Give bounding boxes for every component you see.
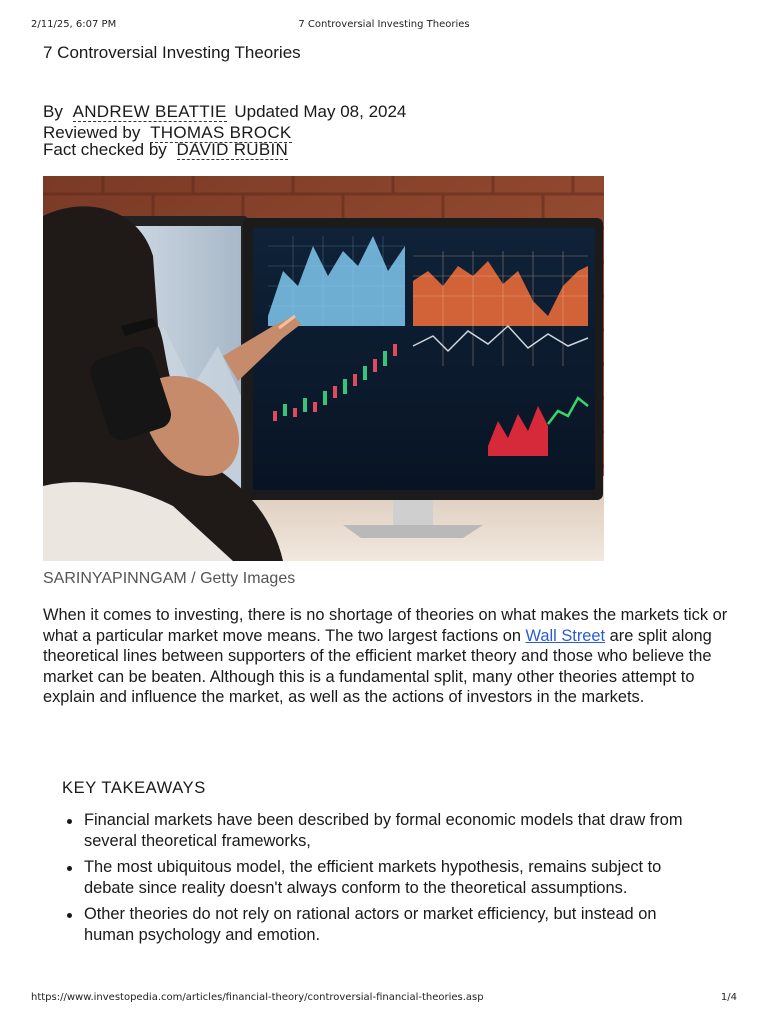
article-title: 7 Controversial Investing Theories <box>43 43 301 62</box>
list-item <box>62 857 702 898</box>
lead-paragraph <box>43 605 728 708</box>
page-number: 1/4 <box>720 992 737 1003</box>
print-header <box>31 19 737 33</box>
byline-factcheck-row <box>43 139 643 160</box>
fact-checker-link[interactable]: DAVID RUBIN <box>176 140 289 159</box>
list-item <box>62 810 702 851</box>
reviewed-label: Reviewed by <box>43 123 141 142</box>
print-url: https://www.investopedia.com/articles/financial-theory/controversial-financial-theories.asp <box>31 992 484 1003</box>
print-datetime: 2/11/25, 6:07 PM <box>31 19 117 30</box>
bullet-icon <box>67 819 72 824</box>
wall-street-link[interactable]: Wall Street <box>525 626 606 645</box>
print-footer <box>31 992 737 1006</box>
fact-checked-label: Fact checked by <box>43 140 167 159</box>
hero-image <box>43 176 604 561</box>
key-takeaways-heading: KEY TAKEAWAYS <box>62 779 206 797</box>
author-link[interactable]: ANDREW BEATTIE <box>72 102 227 121</box>
image-caption: SARINYAPINNGAM / Getty Images <box>43 570 296 587</box>
takeaway-text: Financial markets have been described by formal economic models that draw from several theoretical frameworks, <box>84 811 683 850</box>
by-label: By <box>43 102 63 121</box>
trader-at-monitors-illustration <box>43 176 604 561</box>
takeaway-text: The most ubiquitous model, the efficient markets hypothesis, remains subject to debate since reality doesn't always conform to the theoretical assumptions. <box>84 858 662 897</box>
byline-author-row <box>43 101 643 122</box>
key-takeaways-list <box>62 810 702 945</box>
byline <box>43 101 643 160</box>
lead-text-part2: are split along theoretical lines between supporters of the efficient market theory and those who believe the market can be beaten. Although this is a fundamental split, many other theories attempt to explain and influence the market, as well as the actions of investors in the markets. <box>43 626 712 706</box>
bullet-icon <box>67 866 72 871</box>
key-takeaways <box>62 779 702 951</box>
bullet-icon <box>67 913 72 918</box>
print-doc-title: 7 Controversial Investing Theories <box>298 19 470 30</box>
updated-date: Updated May 08, 2024 <box>234 102 407 121</box>
reviewer-link[interactable]: THOMAS BROCK <box>150 123 292 142</box>
lead-text-part1: When it comes to investing, there is no shortage of theories on what makes the markets tick or what a particular market move means. The two largest factions on <box>43 606 728 645</box>
takeaway-text: Other theories do not rely on rational actors or market efficiency, but instead on human psychology and emotion. <box>84 905 657 944</box>
list-item <box>62 904 702 945</box>
